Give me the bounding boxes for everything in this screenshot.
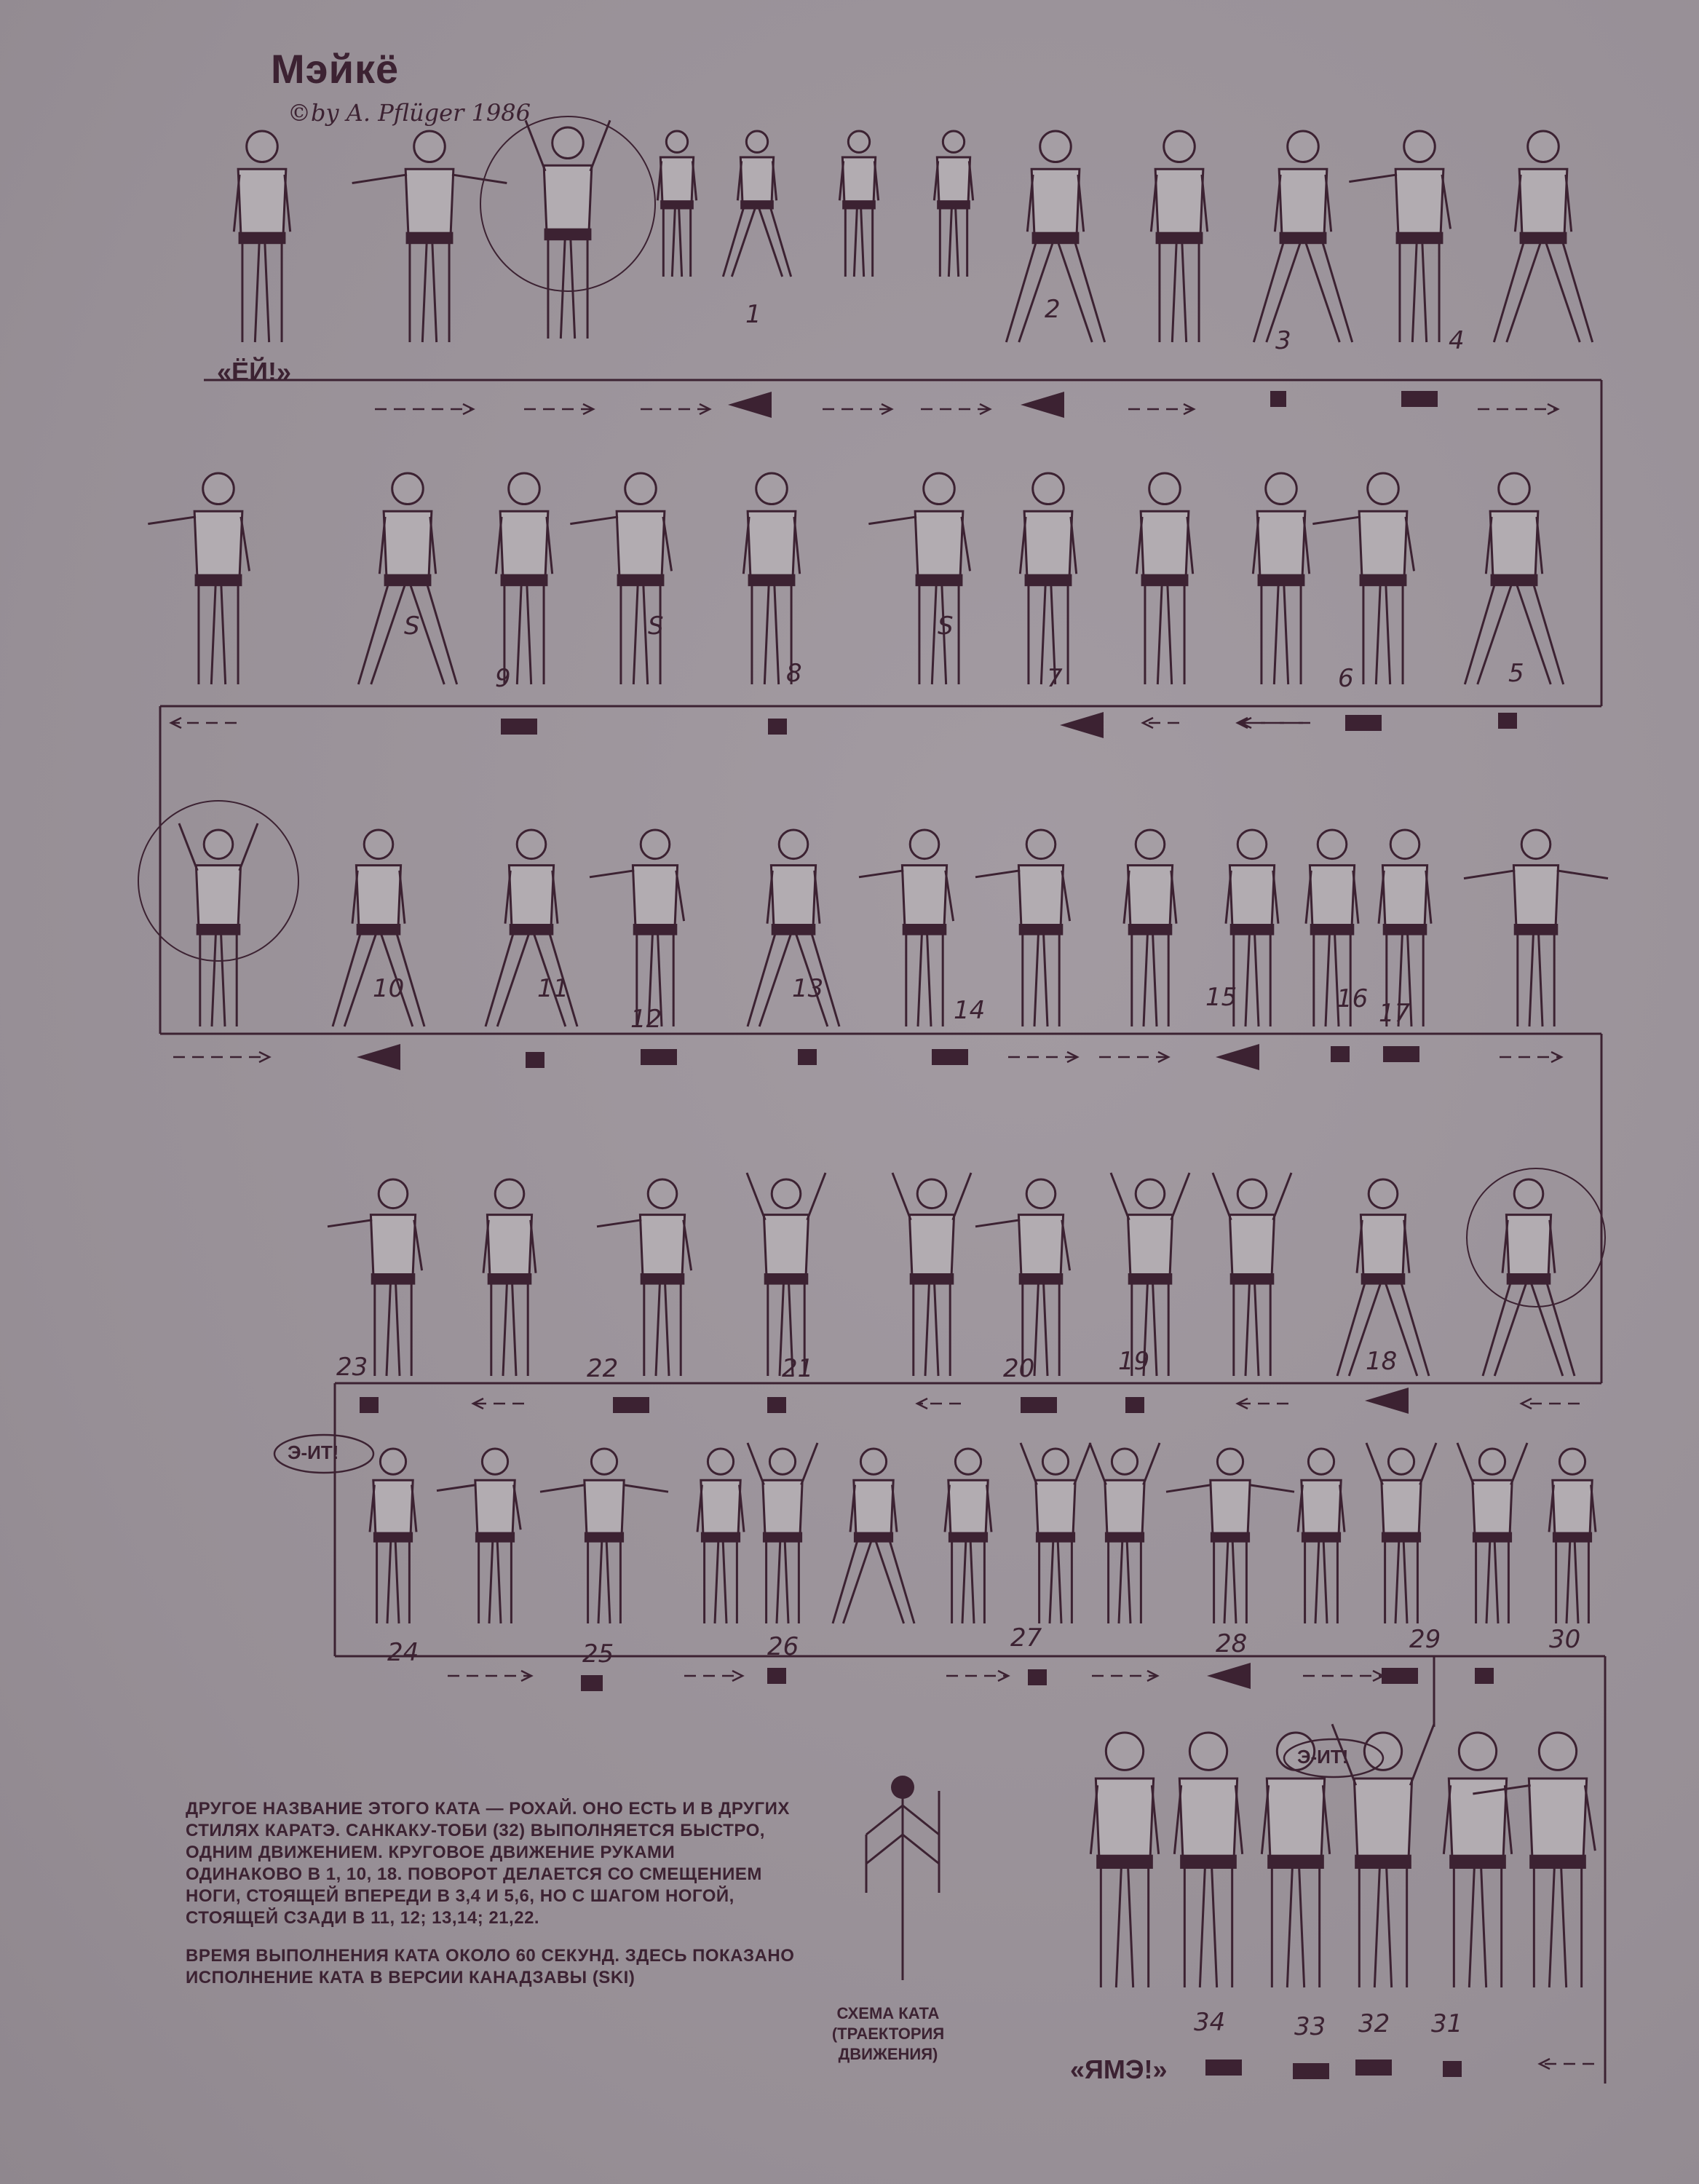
step-number: 27 (1010, 1623, 1042, 1653)
stance-block (1475, 1668, 1494, 1684)
step-number: 2 (1045, 295, 1061, 324)
movement-arrow (1373, 1671, 1383, 1681)
kata-figure (1213, 1173, 1291, 1376)
step-number: 8 (786, 659, 802, 688)
step-number: 24 (387, 1638, 419, 1667)
kata-figure (1349, 131, 1450, 342)
stance-block (1331, 1046, 1350, 1062)
step-number: 13 (792, 974, 824, 1003)
kata-figure (1549, 1449, 1596, 1623)
shout-end: «ЯМЭ!» (1070, 2054, 1168, 2084)
movement-arrow (259, 1052, 269, 1062)
kata-figure (437, 1449, 520, 1623)
movement-arrow (1548, 404, 1558, 414)
movement-arrow (463, 404, 473, 414)
movement-arrow (732, 1671, 742, 1681)
step-number: 20 (1003, 1354, 1035, 1383)
kata-figure (657, 131, 696, 277)
step-number: 6 (1338, 664, 1354, 693)
stance-block (360, 1397, 379, 1413)
kata-figure (747, 1173, 825, 1376)
step-number: 1 (745, 300, 761, 329)
kata-figure (1124, 830, 1176, 1026)
kata-figure (1020, 473, 1076, 684)
kata-figure (570, 473, 671, 684)
step-number: 16 (1336, 984, 1369, 1013)
kata-figure (1464, 830, 1608, 1026)
kata-figure (1465, 473, 1563, 684)
kata-figure (1494, 131, 1592, 342)
stance-block (767, 1397, 786, 1413)
kata-figure (839, 131, 878, 277)
kata-figure (1111, 1173, 1189, 1376)
direction-triangle (1216, 1044, 1259, 1070)
stance-block (1355, 2060, 1392, 2076)
stance-block (768, 719, 787, 735)
kata-figure (1254, 131, 1352, 342)
step-number: 32 (1358, 2009, 1390, 2038)
kata-figure (1312, 473, 1414, 684)
page-title: Мэйкё (271, 46, 400, 92)
kata-figure (358, 473, 456, 684)
stance-block (1293, 2063, 1329, 2079)
direction-triangle (357, 1044, 400, 1070)
direction-triangle (1365, 1388, 1409, 1414)
step-number: 34 (1194, 2008, 1226, 2037)
step-number: 7 (1047, 664, 1063, 693)
movement-arrow (1521, 1398, 1532, 1409)
direction-triangle (1021, 392, 1064, 418)
description-paragraph: ДРУГОЕ НАЗВАНИЕ ЭТОГО КАТА — РОХАЙ. ОНО ЕСТЬ И В ДРУГИХ СТИЛЯХ КАРАТЭ. САНКАКУ-ТОБИ (32) ВЫПОЛНЯЕТСЯ БЫСТРО, ОДНИМ ДВИЖЕНИЕМ. КРУГОВОЕ ДВИЖЕНИЕ РУКАМИ ОДИНАКОВО В 1, 10, 18. ПОВОРОТ ДЕЛАЕТСЯ СО СМЕЩЕНИЕМ НОГИ, СТОЯЩЕЙ ВПЕРЕДИ В 3,4 И 5,6, НО С ШАГОМ НОГОЙ, СТОЯЩЕЙ СЗАДИ В 11, 12; 13,14; 21,22. (186, 1799, 790, 1928)
direction-triangle (1060, 712, 1104, 738)
step-number: 19 (1118, 1347, 1150, 1376)
stance-block (1383, 1046, 1419, 1062)
kata-figure (1174, 1733, 1242, 1987)
stance-block (1125, 1397, 1144, 1413)
kiai-bubble-32: Э-ИТ! (1297, 1746, 1349, 1768)
stance-mark: S (404, 612, 420, 641)
stance-block (1205, 2060, 1242, 2076)
scheme-trajectory-icon (866, 1791, 939, 1980)
description-paragraph: ВРЕМЯ ВЫПОЛНЕНИЯ КАТА ОКОЛО 60 СЕКУНД. ЗДЕСЬ ПОКАЗАНО ИСПОЛНЕНИЕ КАТА В ВЕРСИИ КАНАДЗАВЫ (SKI) (186, 1946, 795, 1987)
kata-figure (370, 1449, 416, 1623)
step-number: 5 (1508, 659, 1524, 688)
stance-mark: S (648, 612, 664, 641)
kata-figure (859, 830, 954, 1026)
step-number: 9 (495, 664, 511, 693)
kata-figure (179, 823, 258, 1026)
step-number: 31 (1431, 2009, 1463, 2038)
kata-figure (723, 131, 791, 277)
step-number: 17 (1379, 999, 1411, 1028)
stance-block (1028, 1669, 1047, 1685)
step-number: 12 (630, 1005, 662, 1034)
stance-block (581, 1675, 603, 1691)
stance-block (501, 719, 537, 735)
stance-block (1021, 1397, 1057, 1413)
kata-figure (597, 1179, 692, 1376)
step-number: 14 (954, 996, 986, 1025)
stance-block (1270, 391, 1286, 407)
kiai-bubble-24: Э-ИТ! (288, 1441, 339, 1463)
step-number: 21 (782, 1354, 814, 1383)
step-number: 26 (767, 1632, 799, 1661)
kata-figure (1253, 473, 1309, 684)
kata-figure (748, 1443, 817, 1623)
step-number: 22 (587, 1354, 619, 1383)
step-number: 33 (1294, 2012, 1326, 2041)
step-number: 11 (537, 974, 569, 1003)
kata-figure (1090, 1733, 1158, 1987)
kata-figure (1021, 1443, 1090, 1623)
kata-figure (868, 473, 970, 684)
shout-start: «ЁЙ!» (217, 357, 291, 387)
step-number: 29 (1409, 1625, 1441, 1654)
kata-figure (1379, 830, 1431, 1026)
kata-figure (148, 473, 249, 684)
kata-figure (975, 1179, 1070, 1376)
kata-figure (1443, 1733, 1511, 1987)
step-number: 10 (373, 974, 405, 1003)
stance-block (641, 1049, 677, 1065)
kata-figure (1136, 473, 1192, 684)
kata-figure (1483, 1179, 1575, 1376)
kata-figure (892, 1173, 971, 1376)
copyright-note: ©by A. Pflüger 1986 (288, 99, 531, 127)
scheme-start-dot (891, 1776, 914, 1799)
stance-block (1401, 391, 1438, 407)
stance-block (526, 1052, 544, 1068)
kata-figure (934, 131, 973, 277)
kata-figure (833, 1449, 914, 1623)
kata-figure (743, 473, 799, 684)
kata-figure (590, 830, 684, 1026)
kata-figure (975, 830, 1070, 1026)
step-number: 15 (1205, 983, 1237, 1012)
kata-figure (1457, 1443, 1527, 1623)
kata-figure (483, 1179, 536, 1376)
kata-figure (540, 1449, 668, 1623)
scheme-caption: СХЕМА КАТА (ТРАЕКТОРИЯ ДВИЖЕНИЯ) (831, 2004, 945, 2063)
step-number: 25 (582, 1639, 614, 1669)
stance-block (798, 1049, 817, 1065)
kata-figure (1151, 131, 1207, 342)
kata-figure (1366, 1443, 1436, 1623)
stance-block (1345, 715, 1382, 731)
step-number: 18 (1366, 1347, 1398, 1376)
kata-description (186, 1798, 797, 2005)
kata-figure (1090, 1443, 1160, 1623)
stance-block (767, 1668, 786, 1684)
direction-triangle (728, 392, 772, 418)
stance-block (1443, 2061, 1462, 2077)
stance-block (1382, 1668, 1418, 1684)
kata-figure (352, 131, 507, 342)
kata-figure (1298, 1449, 1344, 1623)
kata-figure (234, 131, 290, 342)
stance-block (932, 1049, 968, 1065)
kata-figure (1166, 1449, 1294, 1623)
kata-figure (697, 1449, 744, 1623)
kata-figure (945, 1449, 991, 1623)
kata-figure (526, 120, 610, 339)
step-number: 23 (336, 1353, 368, 1382)
stance-block (1498, 713, 1517, 729)
kata-figure (328, 1179, 422, 1376)
stance-mark: S (938, 612, 954, 641)
direction-triangle (1207, 1663, 1251, 1689)
step-number: 28 (1216, 1629, 1248, 1658)
stance-block (613, 1397, 649, 1413)
step-number: 4 (1449, 326, 1465, 355)
kata-figure (496, 473, 552, 684)
step-number: 30 (1549, 1625, 1581, 1654)
step-number: 3 (1275, 326, 1291, 355)
